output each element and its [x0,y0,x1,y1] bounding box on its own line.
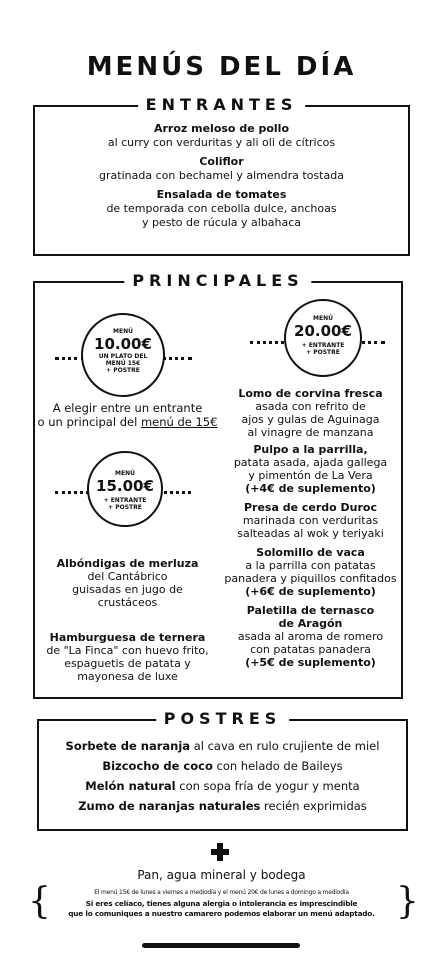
dish-name: de Aragón [278,617,343,630]
dish-desc: y pesto de rúcula y albahaca [141,216,302,229]
supplement-note: (+6€ de suplemento) [245,585,376,598]
menu-note: + POSTRE [306,349,340,356]
postres-section [37,709,408,831]
dish-desc: marinada con verduritas [242,514,379,527]
dish-name: Solomillo de vaca [256,546,365,559]
menu-note: + POSTRE [108,504,142,511]
principal-item [220,546,401,598]
postre-item [39,776,406,796]
principal-item [220,387,401,439]
entrantes-heading: ENTRANTES [138,95,306,114]
supplement-note: (+4€ de suplemento) [245,482,376,495]
principal-item [220,443,401,495]
principal-item [220,604,401,669]
entrantes-section [33,95,410,256]
dish-desc: con patatas panadera [250,643,371,656]
menu-price: 15.00€ [96,477,154,495]
principales-section [33,271,403,699]
dish-desc: asada al aroma de romero [237,630,384,643]
plus-icon [211,843,229,861]
dish-name: Ensalada de tomates [156,188,287,201]
dish-desc: al curry con verduritas y ali oli de cítricos [107,136,336,149]
postre-item [39,736,406,756]
dish-desc: patata asada, ajada gallega [233,456,388,469]
dish-desc: salteadas al wok y teriyaki [237,527,384,540]
menu-note: + POSTRE [106,367,140,374]
dish-desc: asada con refrito de [255,400,366,413]
entrante-item [35,188,408,230]
menu-10-badge [81,313,165,397]
dish-name: Melón natural [85,779,176,793]
menu-20-badge [284,299,362,377]
principales-heading: PRINCIPALES [124,271,311,290]
dish-name: Presa de cerdo Duroc [243,501,378,514]
dish-name: Hamburguesa de ternera [49,631,206,644]
postre-item [39,756,406,776]
page-title: MENÚS DEL DÍA [86,52,357,82]
footer-small-note: El menú 15€ de lunes a viernes a mediodía y el menú 20€ de lunes a domingo a mediodía [94,889,349,896]
postre-item [39,796,406,816]
dish-name: Lomo de corvina fresca [238,387,383,400]
menu-15-badge [87,451,163,527]
menu-note: + ENTRANTE [103,497,147,504]
dotted-line [55,491,89,494]
dish-desc: con helado de Baileys [212,759,343,773]
dish-desc: guisadas en jugo de [72,583,183,596]
dish-desc: ajos y gulas de Aguinaga [241,413,380,426]
left-brace-icon: { [28,881,51,922]
dish-desc: de temporada con cebolla dulce, anchoas [106,202,337,215]
dish-desc: recién exprimidas [260,799,367,813]
dish-desc: espaguetis de patata y [64,657,191,670]
menu-10-explanation: A elegir entre un entrante o un principal del menú de 15€ [37,401,218,429]
menu-note: MENÚ 15€ [105,360,141,367]
supplement-note: (+5€ de suplemento) [245,656,376,669]
postres-heading: POSTRES [156,709,290,728]
menu-price: 20.00€ [294,322,352,340]
principal-item [220,501,401,540]
dish-name: Coliflor [199,155,244,168]
home-indicator[interactable] [142,943,300,948]
dish-name: Arroz meloso de pollo [153,122,290,135]
dish-desc: gratinada con bechamel y almendra tostada [99,169,344,182]
dish-desc: con sopa fría de yogur y menta [175,779,360,793]
right-brace-icon: } [396,881,419,922]
menu-note: + ENTRANTE [301,342,345,349]
dish-name: Paletilla de ternasco [246,604,375,617]
dotted-line [162,357,192,360]
allergy-note-1: Si eres celíaco, tienes alguna alergia o intolerancia es imprescindible [85,899,358,908]
menu-label: MENÚ [313,315,333,322]
dish-desc: crustáceos [97,596,158,609]
dish-desc: mayonesa de luxe [77,670,178,683]
menu-price: 10.00€ [94,335,152,353]
dish-desc: panadera y piquillos confitados [224,572,397,585]
menu-label: MENÚ [115,470,135,477]
menu-15-link: menú de 15€ [140,415,218,429]
right-dishes [220,387,401,669]
dish-desc: al cava en rulo crujiente de miel [190,739,380,753]
bread-water-wine: Pan, agua mineral y bodega [137,868,306,882]
dish-desc: de "La Finca" con huevo frito, [46,644,209,657]
dish-name: Sorbete de naranja [65,739,191,753]
dish-desc: al vinagre de manzana [247,426,374,439]
dish-desc: a la parrilla con patatas [245,559,376,572]
entrante-item [35,155,408,183]
dish-name: Albóndigas de merluza [56,557,199,570]
principal-item [35,557,220,609]
entrante-item [35,122,408,150]
allergy-note-2: que lo comuniques a nuestro camarero podemos elaborar un menú adaptado. [68,909,375,918]
dish-name: Pulpo a la parrilla, [253,443,368,456]
principal-item [35,631,220,683]
dish-name: Zumo de naranjas naturales [78,799,261,813]
menu-note: UN PLATO DEL [98,353,148,360]
menu-label: MENÚ [113,328,133,335]
left-dishes [35,557,220,683]
dish-desc: y pimentón de La Vera [248,469,373,482]
dish-desc: del Cantábrico [87,570,168,583]
dish-name: Bizcocho de coco [102,759,213,773]
